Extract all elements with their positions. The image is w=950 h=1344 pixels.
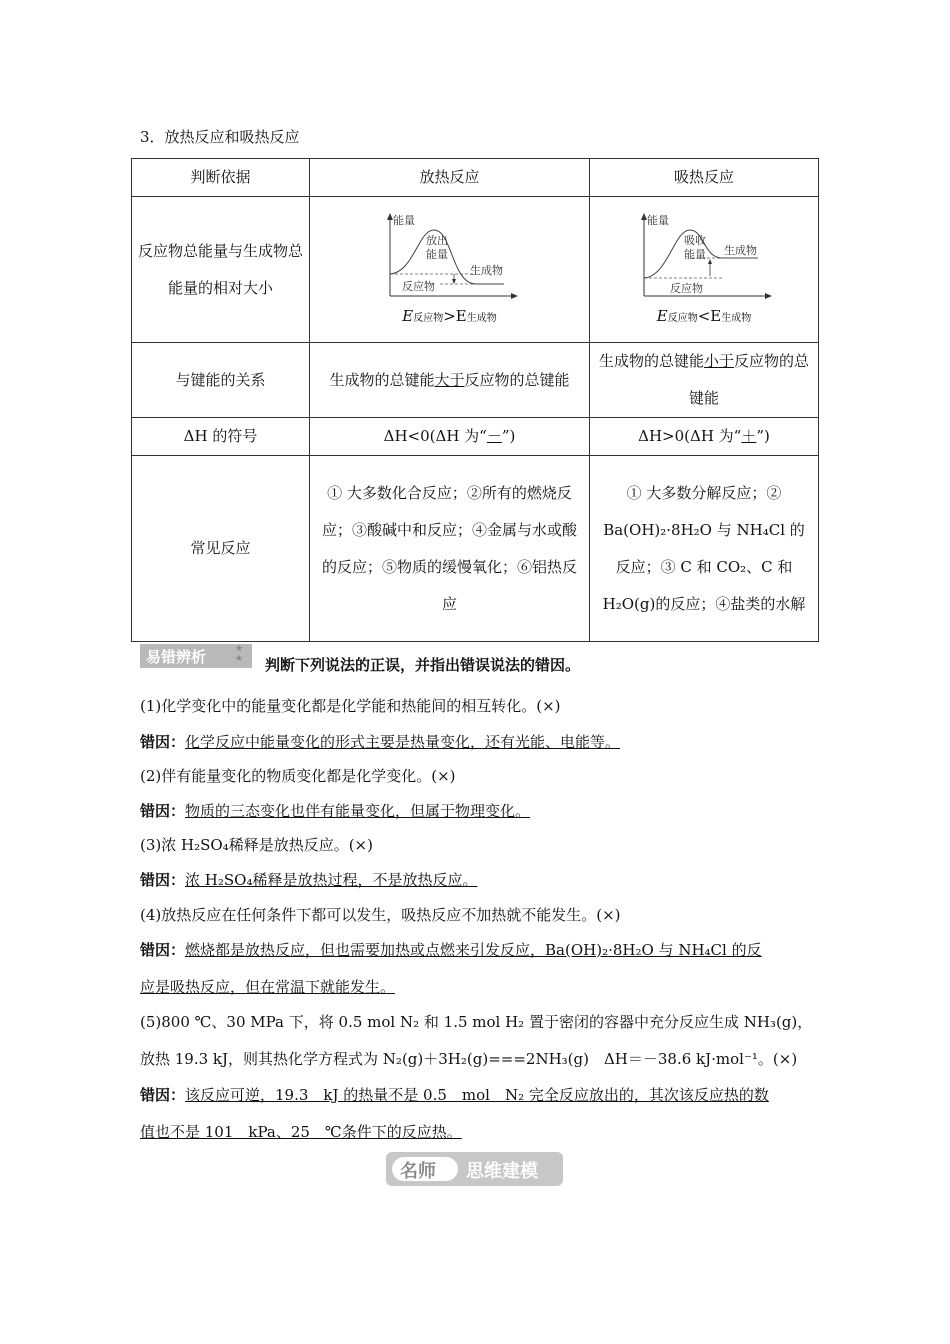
statement-5: (5)800 ℃、30 MPa 下，将 0.5 mol N₂ 和 1.5 mol H₂ 置于密闭的容器中充分反应生成 NH₃(g)，: [140, 1013, 813, 1031]
svg-text:能量: 能量: [684, 248, 706, 261]
statement-2: (2)伴有能量变化的物质变化都是化学变化。(×): [140, 767, 456, 785]
header-exothermic: 放热反应: [310, 159, 590, 197]
exo-product-label: 生成物: [469, 264, 503, 277]
row2-endo: 生成物的总键能小于反应物的总键能: [590, 343, 819, 418]
footer-tag: 名师: [400, 1161, 436, 1182]
header-endothermic: 吸热反应: [590, 159, 819, 197]
reason-5-cont: 值也不是 101 kPa、25 ℃条件下的反应热。: [140, 1123, 462, 1141]
endo-diagram-cell: [590, 197, 819, 343]
reason-3: 错因：浓 H₂SO₄稀释是放热过程，不是放热反应。: [140, 871, 478, 889]
mistake-intro: 判断下列说法的正误，并指出错误说法的错因。: [265, 656, 581, 674]
table-row-examples: [132, 456, 819, 642]
reason-5: 错因：该反应可逆，19.3 kJ 的热量不是 0.5 mol N₂ 完全反应放出的，其次该反应热的数: [140, 1086, 769, 1104]
table-row-sign: [132, 418, 819, 456]
endo-caption: E反应物<E生成物: [656, 307, 752, 325]
endo-energy-diagram: [634, 212, 774, 304]
section-title: 3．放热反应和吸热反应: [140, 128, 300, 146]
svg-text:能量: 能量: [425, 248, 448, 261]
statement-4: (4)放热反应在任何条件下都可以发生，吸热反应不加热就不能发生。(×): [140, 906, 621, 924]
reason-4: 错因：燃烧都是放热反应，但也需要加热或点燃来引发反应，Ba(OH)₂·8H₂O 与 NH₄Cl 的反: [140, 941, 762, 959]
row2-label: 与键能的关系: [132, 343, 310, 418]
table-row-bond: [132, 343, 819, 418]
comparison-table: [131, 158, 819, 642]
star-icon: ★ ★: [235, 644, 244, 664]
reason-1: 错因：化学反应中能量变化的形式主要是热量变化，还有光能、电能等。: [140, 733, 621, 751]
endo-absorb-label: 吸收: [684, 234, 706, 247]
row3-label: ΔH 的符号: [132, 418, 310, 456]
header-basis: 判断依据: [132, 159, 310, 197]
exo-reactant-label: 反应物: [401, 280, 435, 293]
reason-4-cont: 应是吸热反应，但在常温下就能发生。: [140, 978, 396, 996]
row1-label: 反应物总能量与生成物总能量的相对大小: [132, 197, 310, 343]
exo-y-label: 能量: [392, 214, 415, 227]
exo-energy-diagram: [380, 212, 520, 304]
row4-endo: ① 大多数分解反应；② Ba(OH)₂·8H₂O 与 NH₄Cl 的反应；③ C 和 CO₂、C 和 H₂O(g)的反应；④盐类的水解: [590, 456, 819, 642]
row3-endo: ΔH>0(ΔH 为“＋”): [590, 418, 819, 456]
reason-2: 错因：物质的三态变化也伴有能量变化，但属于物理变化。: [140, 802, 531, 820]
exo-diagram-cell: [310, 197, 590, 343]
footer-title: 思维建模: [466, 1161, 538, 1182]
row3-exo: ΔH<0(ΔH 为“－”): [310, 418, 590, 456]
table-row-energy: [132, 197, 819, 343]
mistake-badge: 易错辨析: [146, 648, 207, 666]
row2-exo: 生成物的总键能大于反应物的总键能: [310, 343, 590, 418]
exo-release-label: 放出: [425, 234, 448, 247]
exo-caption: E反应物>E生成物: [402, 307, 497, 325]
statement-1: (1)化学变化中的能量变化都是化学能和热能间的相互转化。(×): [140, 697, 561, 715]
row4-exo: ① 大多数化合反应；②所有的燃烧反应；③酸碱中和反应；④金属与水或酸的反应；⑤物质的缓慢氧化；⑥铝热反应: [310, 456, 590, 642]
endo-y-label: 能量: [647, 214, 669, 227]
statement-5-cont: 放热 19.3 kJ，则其热化学方程式为 N₂(g)＋3H₂(g)===2NH₃(g) ΔH＝－38.6 kJ·mol⁻¹。(×): [140, 1050, 798, 1068]
row4-label: 常见反应: [132, 456, 310, 642]
statement-3: (3)浓 H₂SO₄稀释是放热反应。(×): [140, 836, 373, 854]
endo-product-label: 生成物: [724, 244, 757, 257]
table-header-row: [132, 159, 819, 197]
endo-reactant-label: 反应物: [670, 282, 703, 295]
